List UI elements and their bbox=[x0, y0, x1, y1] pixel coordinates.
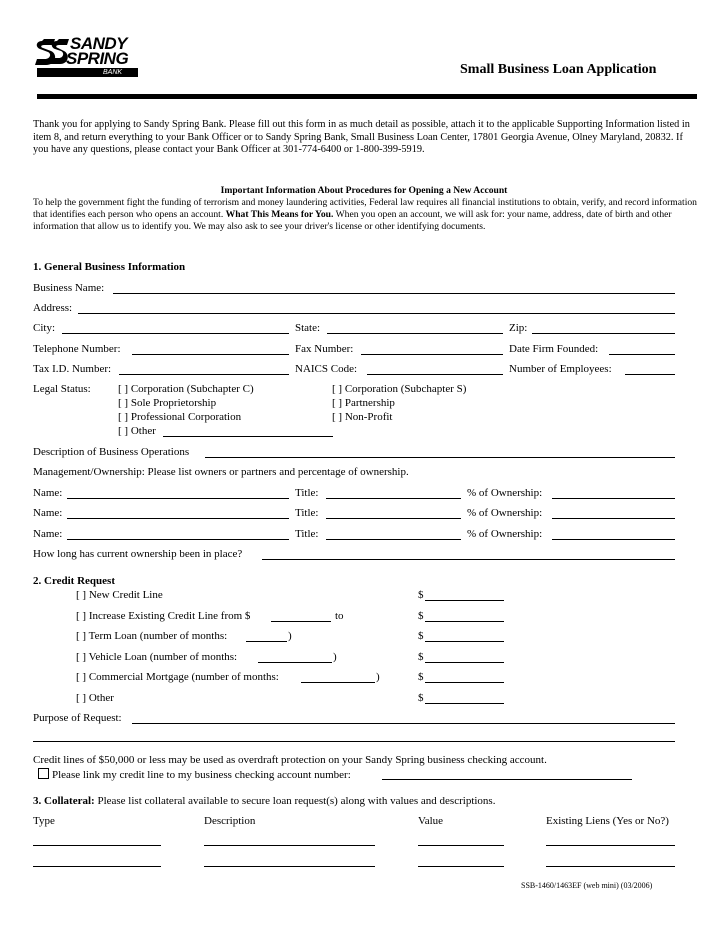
collateral-row1-type-field[interactable] bbox=[33, 845, 161, 846]
collateral-col-liens: Existing Liens (Yes or No?) bbox=[546, 815, 669, 827]
option-vehicle-loan[interactable]: [ ] Vehicle Loan (number of months: bbox=[76, 651, 238, 663]
logo-text-bank: BANK bbox=[103, 69, 123, 76]
collateral-row1-description-field[interactable] bbox=[204, 845, 375, 846]
legal-status-label: Legal Status: bbox=[33, 383, 91, 395]
collateral-row1-value-field[interactable] bbox=[418, 845, 504, 846]
tax-id-field[interactable] bbox=[119, 374, 289, 375]
option-commercial-mortgage[interactable]: [ ] Commercial Mortgage (number of months: bbox=[76, 671, 279, 683]
employees-field[interactable] bbox=[625, 374, 675, 375]
ownership-duration-label: How long has current ownership been in place? bbox=[33, 548, 243, 560]
owner2-ownership-label: % of Ownership: bbox=[467, 507, 543, 519]
tax-id-label: Tax I.D. Number: bbox=[33, 363, 112, 375]
purpose-field[interactable] bbox=[132, 723, 675, 724]
collateral-col-value: Value bbox=[418, 815, 444, 827]
owner3-title-field[interactable] bbox=[326, 539, 461, 540]
telephone-label: Telephone Number: bbox=[33, 343, 121, 355]
link-account-checkbox[interactable] bbox=[38, 768, 49, 779]
option-corp-s[interactable]: [ ] Corporation (Subchapter S) bbox=[332, 383, 467, 395]
collateral-row2-description-field[interactable] bbox=[204, 866, 375, 867]
management-label: Management/Ownership: Please list owners or partners and percentage of ownership. bbox=[33, 466, 409, 478]
link-account-row bbox=[38, 768, 351, 782]
option-non-profit[interactable]: [ ] Non-Profit bbox=[332, 411, 393, 423]
business-name-label: Business Name: bbox=[33, 282, 105, 294]
increase-amount-field[interactable] bbox=[425, 621, 504, 622]
link-account-label: Please link my credit line to my business checking account number: bbox=[52, 769, 351, 781]
notice-text-bold: What This Means for You. bbox=[225, 209, 334, 221]
zip-field[interactable] bbox=[532, 333, 675, 334]
option-increase-credit-line[interactable]: [ ] Increase Existing Credit Line from $ bbox=[76, 610, 251, 622]
zip-label: Zip: bbox=[509, 322, 528, 334]
overdraft-note: Credit lines of $50,000 or less may be used as overdraft protection on your Sandy Spring business checking account. bbox=[33, 754, 547, 766]
other-credit-dollar: $ bbox=[418, 692, 424, 704]
term-dollar: $ bbox=[418, 630, 424, 642]
address-label: Address: bbox=[33, 302, 73, 314]
owner1-title-field[interactable] bbox=[326, 498, 461, 499]
telephone-field[interactable] bbox=[132, 354, 289, 355]
term-months-field[interactable] bbox=[246, 641, 287, 642]
purpose-field-line2[interactable] bbox=[33, 741, 675, 742]
term-close-paren: ) bbox=[288, 630, 292, 642]
vehicle-close-paren: ) bbox=[333, 651, 337, 663]
owner3-ownership-field[interactable] bbox=[552, 539, 675, 540]
naics-label: NAICS Code: bbox=[295, 363, 358, 375]
mortgage-close-paren: ) bbox=[376, 671, 380, 683]
collateral-col-type: Type bbox=[33, 815, 55, 827]
option-partnership[interactable]: [ ] Partnership bbox=[332, 397, 395, 409]
owner2-name-field[interactable] bbox=[67, 518, 289, 519]
owner1-ownership-field[interactable] bbox=[552, 498, 675, 499]
checking-account-number-field[interactable] bbox=[382, 779, 632, 780]
logo-text-spring: SPRING bbox=[66, 49, 129, 68]
new-credit-line-amount-field[interactable] bbox=[425, 600, 504, 601]
fax-field[interactable] bbox=[361, 354, 503, 355]
naics-field[interactable] bbox=[367, 374, 503, 375]
option-corp-c[interactable]: [ ] Corporation (Subchapter C) bbox=[118, 383, 254, 395]
logo-bank-bar bbox=[37, 68, 138, 77]
owner1-title-label: Title: bbox=[295, 487, 319, 499]
owner3-name-field[interactable] bbox=[67, 539, 289, 540]
section2-heading: 2. Credit Request bbox=[33, 575, 115, 587]
notice-text-1: To help the government fight the funding of terrorism and money laundering activities, Federal law requires all financial institutions to obtain, verify, and record information that identifies each person who opens an account. bbox=[33, 197, 697, 221]
term-amount-field[interactable] bbox=[425, 641, 504, 642]
option-professional-corp[interactable]: [ ] Professional Corporation bbox=[118, 411, 242, 423]
notice-heading: Important Information About Procedures for Opening a New Account bbox=[220, 185, 508, 196]
page-title: Small Business Loan Application bbox=[460, 62, 657, 77]
state-label: State: bbox=[295, 322, 321, 334]
owner2-ownership-field[interactable] bbox=[552, 518, 675, 519]
section1-heading: 1. General Business Information bbox=[33, 261, 186, 273]
notice-text-2: When you open an account, we will ask for: your name, address, date of birth and other information that allow us to identify you. We may also ask to see your driver's license or other identifying documents. bbox=[33, 209, 672, 233]
increase-to-label: to bbox=[335, 610, 344, 622]
other-credit-amount-field[interactable] bbox=[425, 703, 504, 704]
collateral-row2-type-field[interactable] bbox=[33, 866, 161, 867]
section3-heading-number: 3. Collateral: bbox=[33, 795, 95, 807]
description-field[interactable] bbox=[205, 457, 675, 458]
ownership-duration-field[interactable] bbox=[262, 559, 675, 560]
city-label: City: bbox=[33, 322, 56, 334]
option-other[interactable]: [ ] Other bbox=[118, 425, 156, 437]
intro-paragraph: Thank you for applying to Sandy Spring Bank. Please fill out this form in as much detail as possible, attach it to the applicable Supporting Information listed in item 8, and return everything to your Bank Officer or to Sandy Spring Bank, Small Business Loan Center, 17801 Georgia Avenue, Olney Maryland, 20832. If you have any questions, please contact your Bank Officer at 301-774-6400 or 1-800-399-5919. bbox=[33, 119, 690, 156]
vehicle-months-field[interactable] bbox=[258, 662, 332, 663]
option-term-loan[interactable]: [ ] Term Loan (number of months: bbox=[76, 630, 228, 642]
city-field[interactable] bbox=[62, 333, 289, 334]
logo-text-sandy: SANDY bbox=[70, 34, 128, 53]
sandy-spring-logo-icon bbox=[34, 37, 70, 69]
collateral-row1-liens-field[interactable] bbox=[546, 845, 675, 846]
collateral-col-description: Description bbox=[204, 815, 256, 827]
date-founded-label: Date Firm Founded: bbox=[509, 343, 599, 355]
option-sole-proprietorship[interactable]: [ ] Sole Proprietorship bbox=[118, 397, 217, 409]
notice-paragraph bbox=[33, 197, 697, 234]
mortgage-amount-field[interactable] bbox=[425, 682, 504, 683]
option-other-credit[interactable]: [ ] Other bbox=[76, 692, 114, 704]
owner1-ownership-label: % of Ownership: bbox=[467, 487, 543, 499]
new-credit-line-dollar: $ bbox=[418, 589, 424, 601]
other-legal-status-field[interactable] bbox=[163, 436, 333, 437]
business-name-field[interactable] bbox=[113, 293, 675, 294]
option-new-credit-line[interactable]: [ ] New Credit Line bbox=[76, 589, 163, 601]
section3-heading bbox=[33, 795, 495, 808]
owner3-title-label: Title: bbox=[295, 528, 319, 540]
address-field[interactable] bbox=[78, 313, 675, 314]
collateral-row2-value-field[interactable] bbox=[418, 866, 504, 867]
header-divider bbox=[37, 94, 697, 99]
date-founded-field[interactable] bbox=[609, 354, 675, 355]
owner1-name-field[interactable] bbox=[67, 498, 289, 499]
purpose-label: Purpose of Request: bbox=[33, 712, 122, 724]
owner2-title-label: Title: bbox=[295, 507, 319, 519]
owner3-ownership-label: % of Ownership: bbox=[467, 528, 543, 540]
increase-dollar: $ bbox=[418, 610, 424, 622]
owner2-name-label: Name: bbox=[33, 507, 63, 519]
state-field[interactable] bbox=[327, 333, 503, 334]
mortgage-months-field[interactable] bbox=[301, 682, 375, 683]
description-label: Description of Business Operations bbox=[33, 446, 190, 458]
mortgage-dollar: $ bbox=[418, 671, 424, 683]
section3-heading-text: Please list collateral available to secure loan request(s) along with values and descriptions. bbox=[94, 795, 496, 807]
vehicle-dollar: $ bbox=[418, 651, 424, 663]
owner3-name-label: Name: bbox=[33, 528, 63, 540]
owner2-title-field[interactable] bbox=[326, 518, 461, 519]
collateral-row2-liens-field[interactable] bbox=[546, 866, 675, 867]
form-code: SSB-1460/1463EF (web mini) (03/2006) bbox=[521, 881, 653, 890]
employees-label: Number of Employees: bbox=[509, 363, 612, 375]
fax-label: Fax Number: bbox=[295, 343, 354, 355]
increase-from-field[interactable] bbox=[271, 621, 331, 622]
vehicle-amount-field[interactable] bbox=[425, 662, 504, 663]
owner1-name-label: Name: bbox=[33, 487, 63, 499]
